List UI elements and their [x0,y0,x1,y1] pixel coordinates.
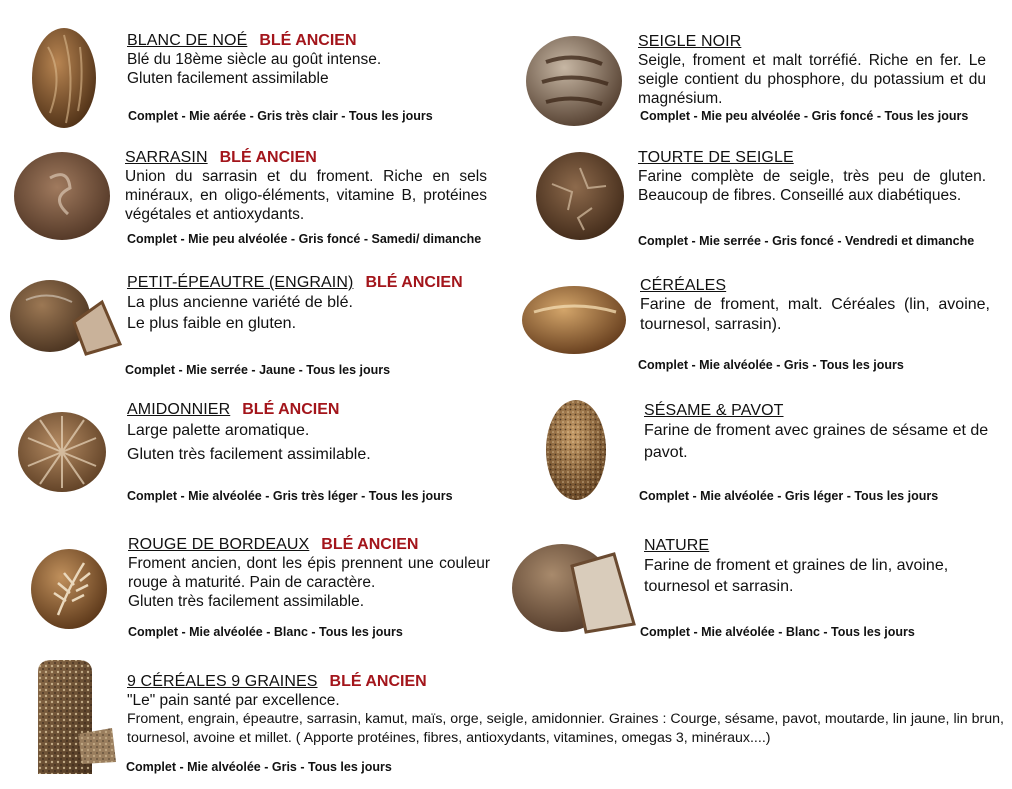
product-blanc-de-noe [127,31,427,88]
product-rouge-de-bordeaux [128,535,490,611]
product-description-line: Large palette aromatique. [127,422,310,439]
product-meta: Complet - Mie peu alvéolée - Gris foncé - Tous les jours [640,109,969,123]
product-description: Seigle, froment et malt torréfié. Riche en fer. Le seigle contient du phosphore, du potassium et du magnésium. [638,52,986,107]
product-name: NATURE [644,537,710,554]
product-9-cereales [127,672,1007,748]
product-description-line: Froment, engrain, épeautre, sarrasin, kamut, maïs, orge, seigle, amidonnier. Graines : Courge, sésame, pavot, moutarde, lin jaune, lin brun, tournesol, avoine et millet. ( Apporte protéines, fibres, antioxydants, vitamines, omegas 3, minéraux....) [127,711,1004,746]
product-description-line: "Le" pain santé par excellence. [127,692,340,709]
product-tourte-de-seigle [638,148,986,205]
bread-tourte-de-seigle-image [532,148,628,244]
product-meta: Complet - Mie alvéolée - Gris très léger - Tous les jours [127,489,453,503]
product-meta: Complet - Mie alvéolée - Gris léger - Tous les jours [639,489,939,503]
bread-rouge-de-bordeaux-image [28,545,110,633]
product-name: BLANC DE NOÉ [127,32,248,49]
product-sesame-pavot [644,401,994,464]
product-seigle-noir [638,32,986,108]
product-name: AMIDONNIER [127,401,231,418]
product-description: Union du sarrasin et du froment. Riche en sels minéraux, en oligo-éléments, vitamine B, protéines végétales et antioxydants. [125,168,487,223]
product-cereales [640,276,990,335]
product-name: SARRASIN [125,149,208,166]
product-description-line: Froment ancien, dont les épis prennent une couleur rouge à maturité. Pain de caractère. [128,555,490,591]
product-name: ROUGE DE BORDEAUX [128,536,310,553]
product-amidonnier [127,400,487,467]
product-description-line: Gluten très facilement assimilable. [127,446,371,463]
bread-blanc-de-noe-image [28,25,100,131]
ancient-wheat-badge: BLÉ ANCIEN [219,149,317,166]
product-meta: Complet - Mie serrée - Jaune - Tous les jours [125,363,391,377]
product-petit-epeautre [127,273,487,334]
bread-sarrasin-image [10,148,114,242]
bread-cereales-image [520,282,628,358]
product-meta: Complet - Mie alvéolée - Blanc - Tous les jours [640,625,915,639]
ancient-wheat-badge: BLÉ ANCIEN [321,536,419,553]
product-name: 9 CÉRÉALES 9 GRAINES [127,673,318,690]
product-meta: Complet - Mie alvéolée - Blanc - Tous les jours [128,625,403,639]
ancient-wheat-badge: BLÉ ANCIEN [242,401,340,418]
product-description-line: La plus ancienne variété de blé. [127,294,353,311]
product-meta: Complet - Mie alvéolée - Gris - Tous les jours [638,358,904,372]
product-description: Farine de froment, malt. Céréales (lin, avoine, tournesol, sarrasin). [640,296,990,333]
product-sarrasin [125,148,487,224]
product-description-line: Blé du 18ème siècle au goût intense. [127,51,382,68]
bread-9-cereales-image [32,658,118,776]
product-name: SEIGLE NOIR [638,33,742,50]
bread-amidonnier-image [14,408,110,496]
product-nature [644,536,994,597]
ancient-wheat-badge: BLÉ ANCIEN [259,32,357,49]
ancient-wheat-badge: BLÉ ANCIEN [365,274,463,291]
product-description-line: Le plus faible en gluten. [127,315,297,332]
bread-nature-image [510,536,636,636]
product-meta: Complet - Mie aérée - Gris très clair - Tous les jours [128,109,433,123]
product-description-line: Gluten facilement assimilable [127,70,329,87]
bread-seigle-noir-image [522,32,626,130]
product-name: TOURTE DE SEIGLE [638,149,794,166]
product-description: Farine de froment avec graines de sésame et de pavot. [644,422,989,461]
product-description-line: Gluten très facilement assimilable. [128,593,365,610]
ancient-wheat-badge: BLÉ ANCIEN [329,673,427,690]
product-description: Farine de froment et graines de lin, avoine, tournesol et sarrasin. [644,557,949,595]
product-name: PETIT-ÉPEAUTRE (ENGRAIN) [127,274,354,291]
product-name: SÉSAME & PAVOT [644,402,784,419]
bread-sesame-pavot-image [544,398,608,502]
product-meta: Complet - Mie alvéolée - Gris - Tous les jours [126,760,392,774]
product-description: Farine complète de seigle, très peu de gluten. Beaucoup de fibres. Conseillé aux diabétiques. [638,168,986,204]
product-name: CÉRÉALES [640,277,727,294]
product-meta: Complet - Mie serrée - Gris foncé - Vendredi et dimanche [638,234,975,248]
product-meta: Complet - Mie peu alvéolée - Gris foncé - Samedi/ dimanche [127,232,482,246]
bread-petit-epeautre-image [8,278,122,358]
